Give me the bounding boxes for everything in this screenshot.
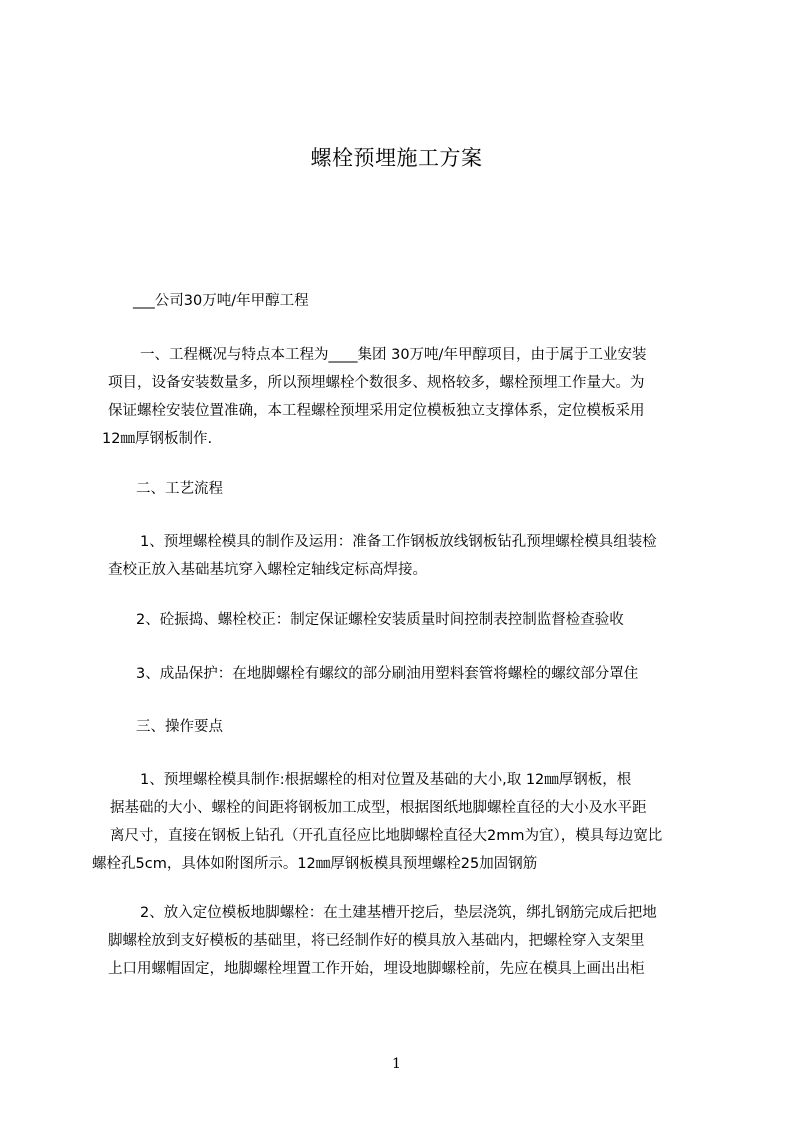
point1-paragraph — [92, 766, 663, 878]
section1-line: 项目，设备安装数量多，所以预埋螺栓个数很多、规格较多，螺栓预埋工作量大。为 — [108, 375, 645, 391]
project-line: ___公司30万吨/年甲醇工程 — [133, 293, 309, 309]
point2-line: 2、放入定位模板地脚螺栓：在土建基槽开挖后，垫层浇筑，绑扎钢筋完成后把地 — [140, 905, 657, 921]
page-number: 1 — [392, 1056, 401, 1072]
point2-line: 脚螺栓放到支好模板的基础里，将已经制作好的模具放入基础内，把螺栓穿入支架里 — [108, 933, 645, 949]
point2-paragraph — [108, 899, 657, 983]
section1-line: 保证螺栓安装位置准确，本工程螺栓预埋采用定位模板独立支撑体系，定位模板采用 — [108, 403, 645, 419]
point1-line: 据基础的大小、螺栓的间距将钢板加工成型，根据图纸地脚螺栓直径的大小及水平距 — [110, 800, 647, 816]
point1-line: 离尺寸，直接在钢板上钻孔（开孔直径应比地脚螺栓直径大2mm为宜），模具每边宽比 — [110, 828, 663, 844]
flow1-line: 1、预埋螺栓模具的制作及运用：准备工作钢板放线钢板钻孔预埋螺栓模具组装检 — [140, 534, 657, 550]
flow1-paragraph — [108, 528, 657, 584]
flow2-paragraph: 2、砼振捣、螺栓校正：制定保证螺栓安装质量时间控制表控制监督检查验收 — [136, 612, 624, 628]
point1-line: 螺栓孔5cm，具体如附图所示。12㎜厚钢板模具预埋螺栓25加固钢筋 — [92, 856, 538, 872]
point1-line: 1、预埋螺栓模具制作:根据螺栓的相对位置及基础的大小,取 12㎜厚钢板，根 — [140, 772, 632, 788]
section1-line: 一、工程概况与特点本工程为____集团 30万吨/年甲醇项目，由于属于工业安装 — [140, 347, 647, 363]
document-title: 螺栓预埋施工方案 — [310, 146, 483, 170]
section1-line: 12㎜厚钢板制作. — [102, 431, 213, 447]
section1-paragraph — [102, 341, 647, 453]
flow1-line: 查校正放入基础基坑穿入螺栓定轴线定标高焊接。 — [108, 562, 427, 578]
point2-line: 上口用螺帽固定，地脚螺栓埋置工作开始，埋设地脚螺栓前，先应在模具上画出出柜 — [108, 961, 645, 977]
section3-heading: 三、操作要点 — [136, 719, 223, 735]
flow3-paragraph: 3、成品保护：在地脚螺栓有螺纹的部分刷油用塑料套管将螺栓的螺纹部分罩住 — [136, 666, 639, 682]
section2-heading: 二、工艺流程 — [136, 481, 223, 497]
